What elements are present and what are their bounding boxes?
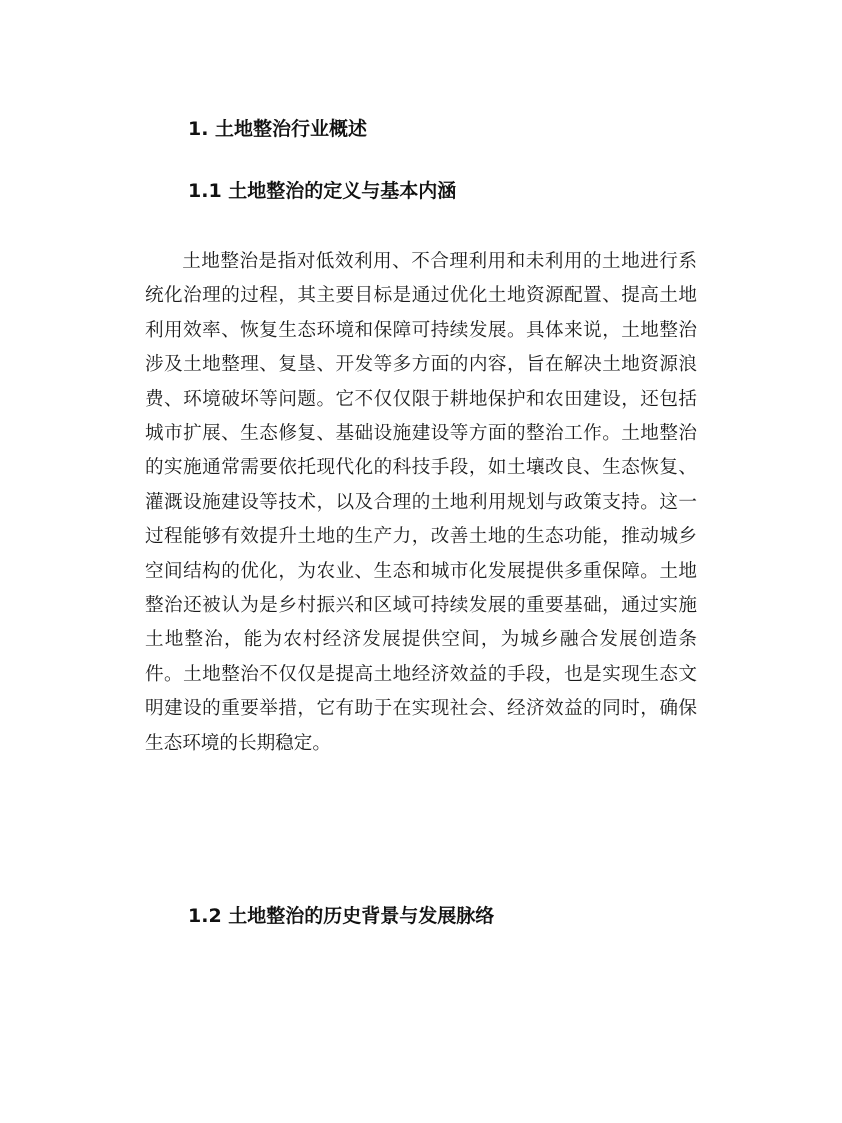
chapter-heading: 1. 土地整治行业概述 bbox=[188, 118, 368, 140]
body-paragraph: 土地整治是指对低效利用、不合理利用和未利用的土地进行系统化治理的过程，其主要目标是通过优化土地资源配置、提高土地利用效率、恢复生态环境和保障可持续发展。具体来说，土地整治涉及土地整理、复垦、开发等多方面的内容，旨在解决土地资源浪费、环境破坏等问题。它不仅仅限于耕地保护和农田建设，还包括城市扩展、生态修复、基础设施建设等方面的整治工作。土地整治的实施通常需要依托现代化的科技手段，如土壤改良、生态恢复、灌溉设施建设等技术，以及合理的土地利用规划与政策支持。这一过程能够有效提升土地的生产力，改善土地的生态功能，推动城乡空间结构的优化，为农业、生态和城市化发展提供多重保障。土地整治还被认为是乡村振兴和区域可持续发展的重要基础，通过实施土地整治，能为农村经济发展提供空间，为城乡融合发展创造条件。土地整治不仅仅是提高土地经济效益的手段，也是实现生态文明建设的重要举措，它有助于在实现社会、经济效益的同时，确保生态环境的长期稳定。 bbox=[145, 251, 697, 754]
section-heading-1-1: 1.1 土地整治的定义与基本内涵 bbox=[188, 180, 457, 202]
section-heading-1-2: 1.2 土地整治的历史背景与发展脉络 bbox=[188, 905, 495, 927]
